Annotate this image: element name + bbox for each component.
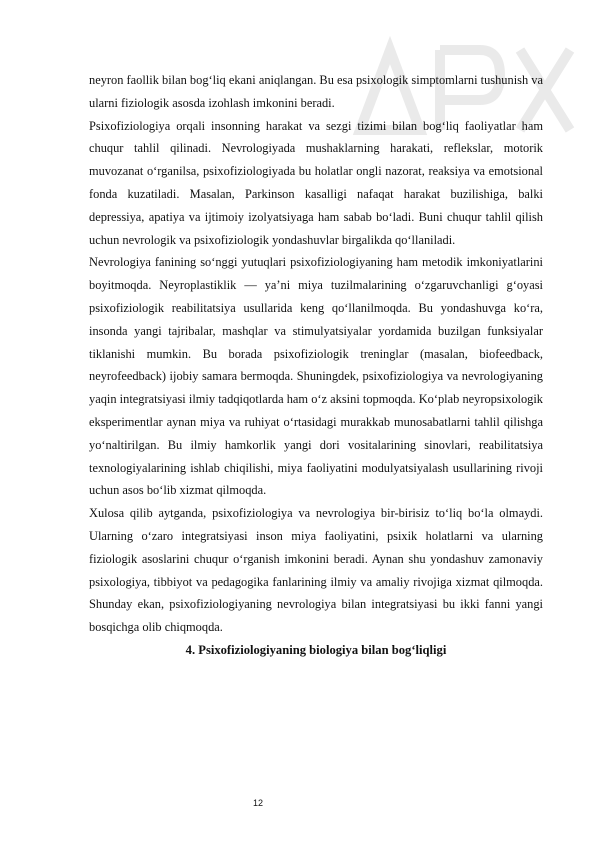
section-heading: 4. Psixofiziologiyaning biologiya bilan bog‘liqligi (185, 642, 447, 657)
paragraph-conclusion: Xulosa qilib aytganda, psixofiziologiya va nevrologiya bir-birisiz to‘liq bo‘la olmaydi. Ularning o‘zaro integratsiyasi inson miya faoliyatini, psixik holatlarni va ularning fiziologik asoslarini chuqur o‘rganish imkonini beradi. Aynan shu yondashuv zamonaviy psixologiya, tibbiyot va pedagogika fanlarining ilmiy va amaliy rivojiga xizmat qilmoqda. Shunday ekan, psixofiziologiyaning nevrologiya bilan integratsiyasi bu ikki fanni yangi bosqichga olib chiqmoqda. (89, 506, 543, 635)
paragraph-neurology-achievements: Nevrologiya fanining so‘nggi yutuqlari psixofiziologiyaning ham metodik imkoniyatlarini boyitmoqda. Neyroplastiklik — ya’ni miya tuzilmalarining o‘zgaruvchanligi g‘oyasi psixofiziologik reabilitatsiya usullarida keng qo‘llanilmoqda. Bu yondashuvga ko‘ra, insonda yangi tajribalar, mashqlar va stimulyatsiyalar yordamida buzilgan funksiyalar tiklanishi mumkin. Bu borada psixofiziologik treninglar (masalan, biofeedback, neyrofeedback) ijobiy samara bermoqda. Shuningdek, psixofiziologiya va nevrologiyaning yaqin integratsiyasi ilmiy tadqiqotlarda ham o‘z aksini topmoqda. Ko‘plab neyropsixologik eksperimentlar aynan miya va ruhiyat o‘rtasidagi murakkab munosabatlarni tahlil qilishga yo‘naltirilgan. Bu ilmiy hamkorlik yangi dori vositalarining sinovlari, reabilitatsiya texnologiyalarining ishlab chiqilishi, miya faoliyatini modulyatsiyalash usullarining rivoji uchun asos bo‘lib xizmat qilmoqda. (89, 255, 543, 498)
document-body (89, 69, 543, 661)
paragraph-continuation: neyron faollik bilan bog‘liq ekani aniqlangan. Bu esa psixologik simptomlarni tushunish va ularni fiziologik asosda izohlash imkonini beradi. (89, 73, 543, 110)
page-number: 12 (253, 798, 264, 808)
paragraph-motor-sensory: Psixofiziologiya orqali insonning harakat va sezgi tizimi bilan bog‘liq faoliyatlar ham chuqur tahlil qilinadi. Nevrologiyada mushaklarning harakati, reflekslar, motorik muvozanat o‘rganilsa, psixofiziologiyada bu holatlar ongli nazorat, reaksiya va emotsional fonda kuzatiladi. Masalan, Parkinson kasalligi nafaqat harakat buzilishiga, balki depressiya, apatiya va ijtimoiy izolyatsiyaga ham sabab bo‘ladi. Buni chuqur tahlil qilish uchun nevrologik va psixofiziologik yondashuvlar birgalikda qo‘llaniladi. (89, 118, 543, 247)
